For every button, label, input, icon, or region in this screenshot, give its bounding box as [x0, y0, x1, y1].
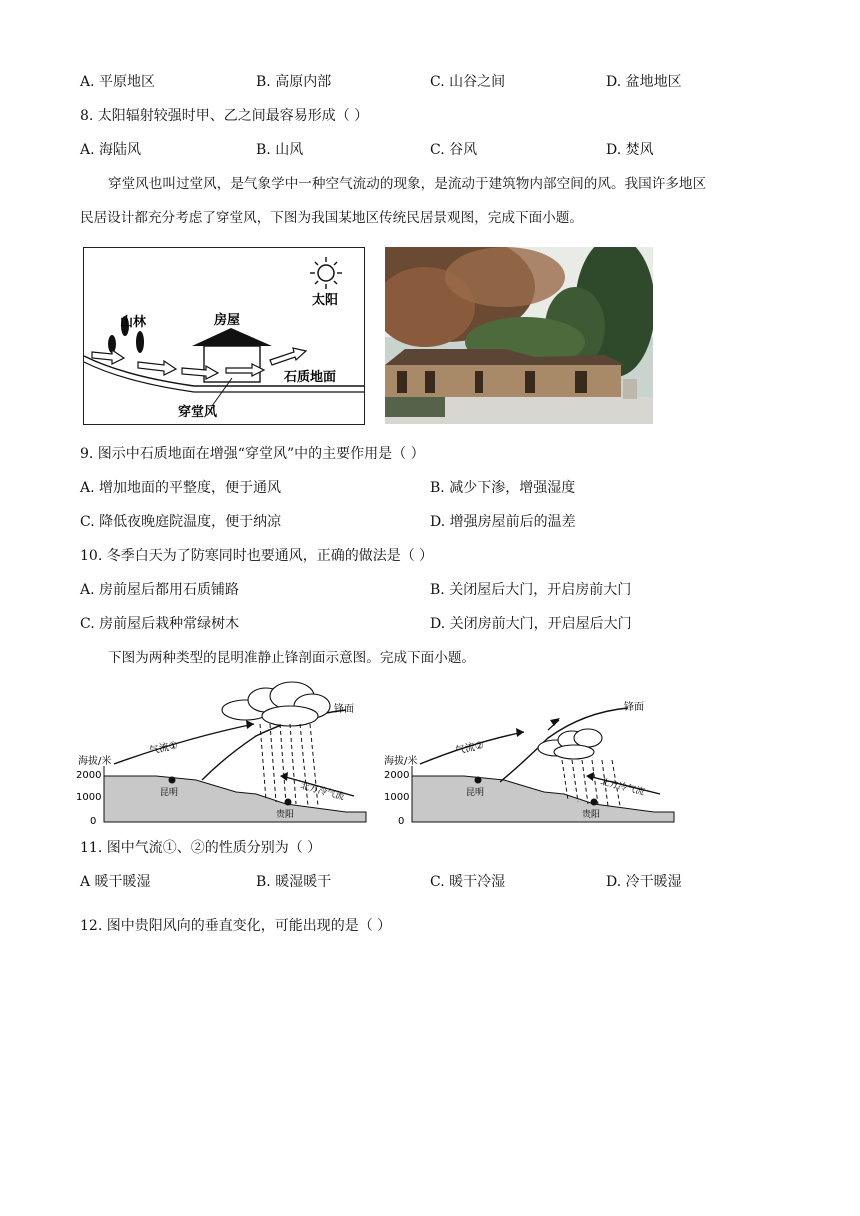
- q7-option-c: C. 山谷之间: [430, 74, 506, 90]
- q9-option-d: D. 增强房屋前后的温差: [430, 514, 576, 530]
- intro-2: 下图为两种类型的昆明准静止锋剖面示意图。完成下面小题。: [108, 650, 476, 666]
- intro-passage-line-2: 民居设计都充分考虑了穿堂风，下图为我国某地区传统民居景观图，完成下面小题。: [80, 210, 583, 226]
- q12-stem: 12. 图中贵阳风向的垂直变化，可能出现的是（ ）: [80, 918, 392, 934]
- front-label: 锋面: [624, 702, 644, 713]
- guiyang-label: 贵阳: [582, 810, 601, 820]
- cloud-icon: [538, 729, 602, 759]
- wind-arrows: [92, 348, 306, 379]
- flow-label: 气流①: [148, 740, 179, 757]
- front-diagram-left: [76, 676, 372, 826]
- ytick-0: 0: [90, 816, 97, 826]
- kunming-label: 昆明: [466, 788, 485, 798]
- ground-label: 石质地面: [284, 370, 337, 385]
- q10-option-a: A. 房前屋后都用石质铺路: [80, 582, 240, 598]
- q9-option-c: C. 降低夜晚庭院温度，便于纳凉: [80, 514, 282, 530]
- kunming-label: 昆明: [160, 788, 179, 798]
- cold-flow-label: 北方冷气流: [299, 781, 346, 803]
- ytick-1000: 1000: [76, 792, 102, 803]
- q9-stem: 9. 图示中石质地面在增强“穿堂风”中的主要作用是（ ）: [80, 446, 425, 462]
- q7-option-d: D. 盆地地区: [606, 74, 682, 90]
- intro-passage-line-1: 穿堂风也叫过堂风，是气象学中一种空气流动的现象，是流动于建筑物内部空间的风。我国许多地区: [108, 176, 707, 192]
- sun-label: 太阳: [312, 293, 339, 308]
- q8-option-a: A. 海陆风: [80, 142, 142, 158]
- house-roof: [192, 328, 272, 346]
- terrain: [412, 776, 674, 822]
- q8-option-d: D. 焚风: [606, 142, 654, 158]
- q10-stem: 10. 冬季白天为了防寒同时也要通风，正确的做法是（ ）: [80, 548, 434, 564]
- q10-option-b: B. 关闭屋后大门，开启房前大门: [430, 582, 632, 598]
- breeze-diagram: [83, 247, 365, 425]
- wind-label: 穿堂风: [178, 405, 218, 420]
- dwelling-photo: [385, 247, 653, 424]
- rain-lines: [260, 724, 318, 806]
- front-label: 锋面: [334, 704, 354, 715]
- q11-option-a: A 暖干暖湿: [80, 874, 151, 890]
- q7-option-b: B. 高原内部: [256, 74, 332, 90]
- ytick-2000: 2000: [384, 770, 410, 781]
- tree-icon: [136, 331, 144, 353]
- yaxis-title: 海拔/米: [78, 756, 112, 767]
- yaxis-title: 海拔/米: [384, 756, 418, 767]
- ytick-1000: 1000: [384, 792, 410, 803]
- ytick-0: 0: [398, 816, 405, 826]
- q11-stem: 11. 图中气流①、②的性质分别为（ ）: [80, 840, 322, 856]
- cold-flow-label: 北方冷气流: [599, 777, 646, 798]
- front-diagram-right: [384, 676, 680, 826]
- q11-option-d: D. 冷干暖湿: [606, 874, 682, 890]
- flow-label: 气流②: [454, 740, 485, 757]
- q7-option-a: A. 平原地区: [80, 74, 156, 90]
- house-label: 房屋: [214, 313, 241, 328]
- ytick-2000: 2000: [76, 770, 102, 781]
- q10-option-c: C. 房前屋后栽种常绿树木: [80, 616, 240, 632]
- sun-icon: [310, 257, 342, 289]
- q9-option-b: B. 减少下渗，增强湿度: [430, 480, 576, 496]
- guiyang-label: 贵阳: [276, 810, 295, 820]
- q8-option-c: C. 谷风: [430, 142, 478, 158]
- q9-option-a: A. 增加地面的平整度，便于通风: [80, 480, 282, 496]
- terrain: [104, 776, 366, 822]
- q11-option-c: C. 暖干冷湿: [430, 874, 506, 890]
- forest-label: 山林: [120, 315, 147, 330]
- q11-option-b: B. 暖湿暖干: [256, 874, 332, 890]
- q8-stem: 8. 太阳辐射较强时甲、乙之间最容易形成（ ）: [80, 108, 369, 124]
- q8-option-b: B. 山风: [256, 142, 304, 158]
- q10-option-d: D. 关闭房前大门，开启屋后大门: [430, 616, 632, 632]
- cloud-icon: [222, 682, 330, 726]
